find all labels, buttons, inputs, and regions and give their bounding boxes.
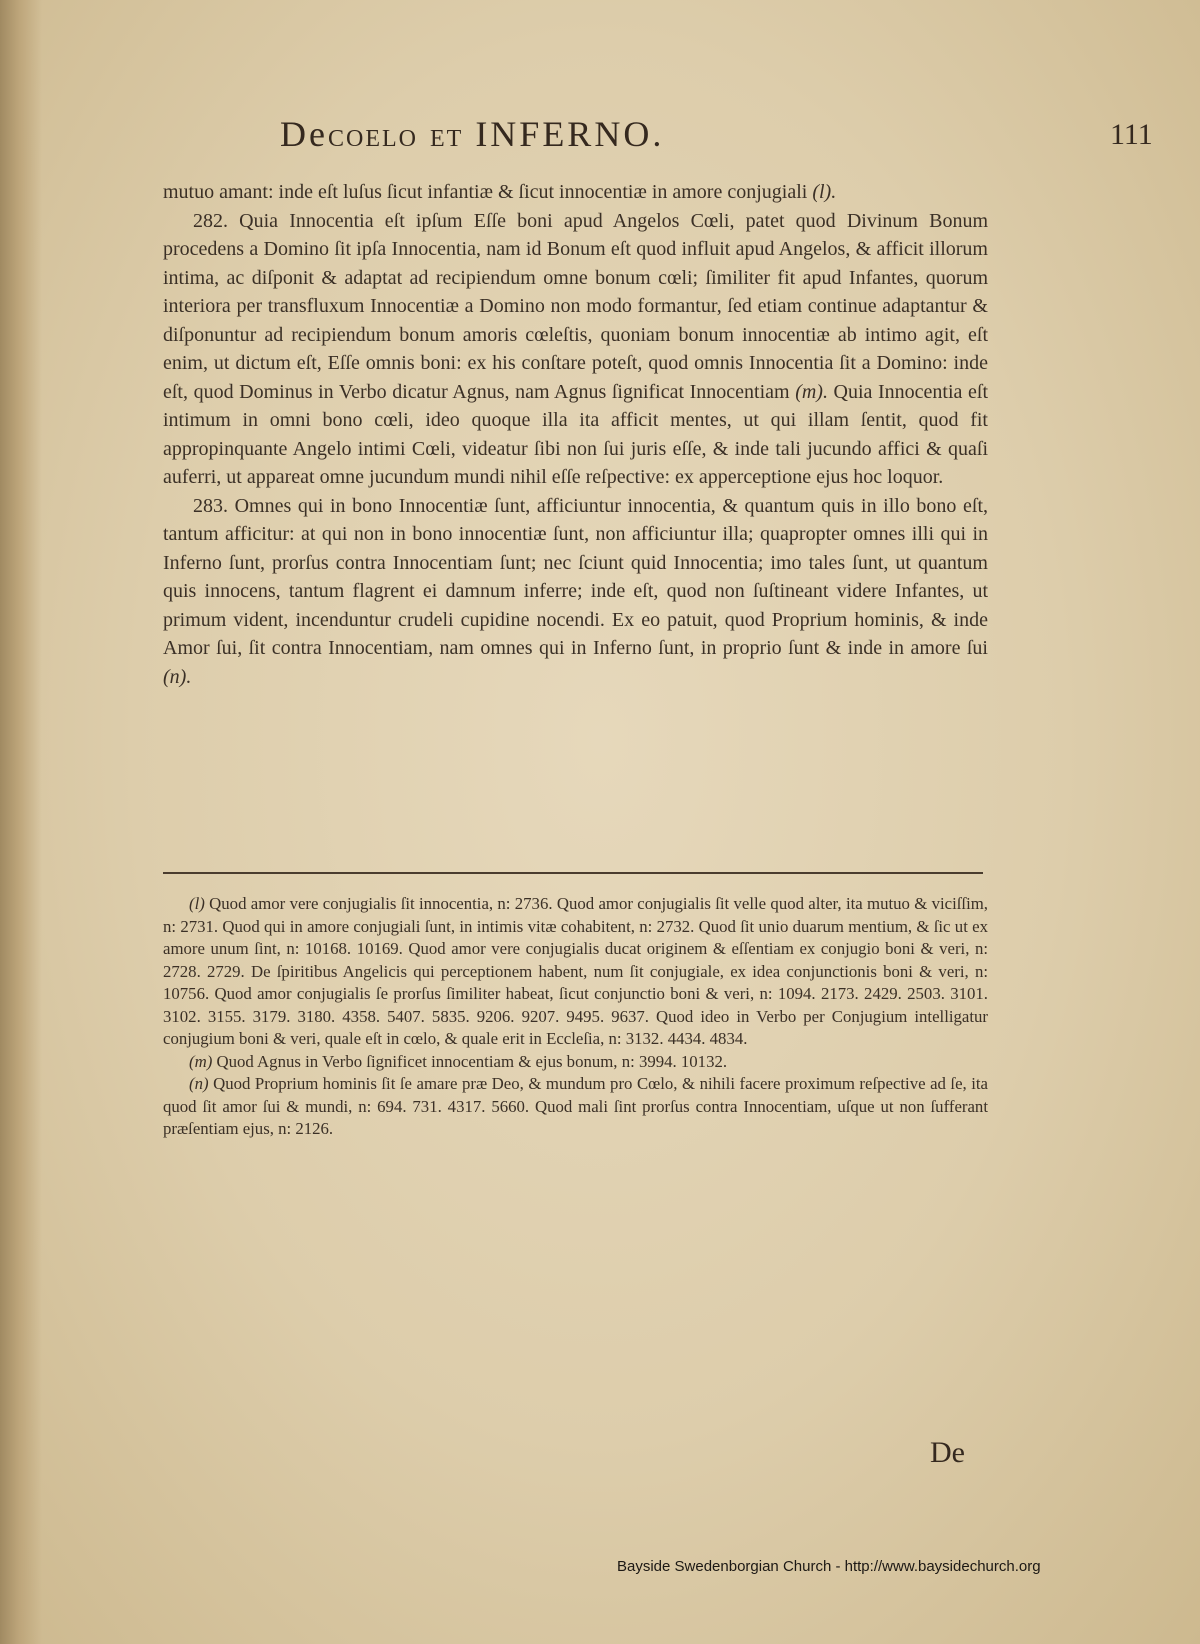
footnote-mark: (m) (189, 1051, 213, 1071)
footnote-rule (163, 872, 983, 874)
footnote-l (163, 893, 988, 1051)
paragraph-282 (163, 207, 988, 492)
footnote-text: Quod Proprium hominis ſit ſe amare præ Deo, & mundum pro Cœlo, & nihili facere proximum reſpective ad ſe, ita quod ſit amor ſui & mundi, n: 694. 731. 4317. 5660. Quod mali ſint prorſus contra Innocentiam, uſque ut non ſufferant præſentiam ejus, n: 2126. (163, 1074, 988, 1138)
footnote-text: Quod amor vere conjugialis ſit innocentia, n: 2736. Quod amor conjugialis ſit velle quod alter, ita mutuo & viciſſim, n: 2731. Quod qui in amore conjugiali ſunt, in intimis vitæ cohabitent, n: 2732. Quod ſit unio duarum mentium, & ſic ut ex amore unum ſint, n: 10168. 10169. Quod amor vere conjugialis ducat originem & eſſentiam ex conjugio boni & veri, n: 2728. 2729. De ſpiritibus Angelicis qui perceptionem habent, num ſit conjugiale, ex idea conjunctionis boni & veri, n: 10756. Quod amor conjugialis ſe prorſus ſimiliter habeat, ſicut conjunctio boni & veri, n: 1094. 2173. 2429. 2503. 3101. 3102. 3155. 3179. 3180. 4358. 5407. 5835. 9206. 9207. 9495. 9637. Quod ideo in Verbo per Conjugium intelligatur conjugium boni & veri, quale eſt in cœlo, & quale erit in Eccleſia, n: 3132. 4434. 4834. (163, 894, 988, 1048)
paragraph-text: Quia Innocentia eſt ipſum Eſſe boni apud Angelos Cœli, patet quod Divinum Bonum procedens a Domino ſit ipſa Innocentia, nam id Bonum eſt quod influit apud Angelos, & afficit illorum intima, ac diſponit & adaptat ad recipiendum omne bonum cœli; ſimiliter fit apud Infantes, quorum interiora per transfluxum Innocentiæ a Domino non modo formantur, ſed etiam continue adaptantur & diſponuntur ad recipiendum bonum amoris cœleſtis, quoniam bonum innocentiæ ab intimo agit, eſt enim, ut dictum eſt, Eſſe omnis boni: ex his conſtare poteſt, quod omnis Innocentia ſit a Domino: inde eſt, quod Dominus in Verbo dicatur Agnus, nam Agnus ſignificat Innocentiam (163, 209, 989, 403)
footnote-m (163, 1051, 988, 1074)
footnote-mark: (l) (189, 894, 205, 913)
paragraph-283 (163, 492, 988, 692)
title-word-1: COELO (327, 126, 418, 152)
footnotes (163, 893, 988, 1141)
paragraph-number: 282. (193, 209, 228, 232)
title-word-2: INFERNO. (475, 114, 665, 154)
paragraph-text: Quia Innocentia eſt intimum in omni bono cœli, ideo quoque illa ita afficit mentes, ut qui illam ſentit, quod fit appropinquante Angelo intimi Cœli, videatur ſibi non ſui juris eſſe, & inde tali jucundo affici & quaſi auferri, ut appareat omne jucundum mundi nihil eſſe reſpective: ex apperceptione ejus hoc loquor. (163, 380, 989, 488)
running-head (280, 113, 980, 163)
footnote-text: Quod Agnus in Verbo ſignificet innocentiam & ejus bonum, n: 3994. 10132. (216, 1051, 728, 1071)
paragraph-number: 283. (193, 494, 228, 517)
catchword: De (930, 1436, 965, 1469)
watermark-credit: Bayside Swedenborgian Church - http://www.baysidechurch.org (617, 1558, 1041, 1575)
note-ref-n: (n). (163, 665, 192, 688)
paragraph-continued (163, 178, 988, 207)
note-ref-l: (l). (812, 181, 837, 203)
footnote-mark: (n) (189, 1074, 209, 1093)
paragraph-text: mutuo amant: inde eſt luſus ſicut infantiæ & ſicut innocentiæ in amore conjugiali (163, 181, 808, 203)
title-prefix: De (280, 114, 328, 154)
main-text (163, 178, 988, 691)
footnote-n (163, 1073, 988, 1141)
page-number: 111 (1110, 118, 1153, 151)
title-et: ET (429, 126, 464, 152)
note-ref-m: (m). (795, 380, 828, 403)
paragraph-text: Omnes qui in bono Innocentiæ ſunt, afficiuntur innocentia, & quantum quis in illo bono eſt, tantum afficitur: at qui non in bono innocentiæ ſunt, non afficiuntur illa; quapropter omnes illi qui in Inferno ſunt, prorſus contra Innocentiam ſunt; nec ſciunt quid Innocentia; imo tales ſunt, ut quantum quis innocens, tantum flagrent ei damnum inferre; inde eſt, quod non ſuſtineant videre Infantes, ut primum vident, incenduntur crudeli cupidine nocendi. Ex eo patuit, quod Proprium hominis, & inde Amor ſui, ſit contra Innocentiam, nam omnes qui in Inferno ſunt, in proprio ſunt & inde in amore ſui (163, 494, 989, 659)
page-gutter (0, 0, 42, 1644)
